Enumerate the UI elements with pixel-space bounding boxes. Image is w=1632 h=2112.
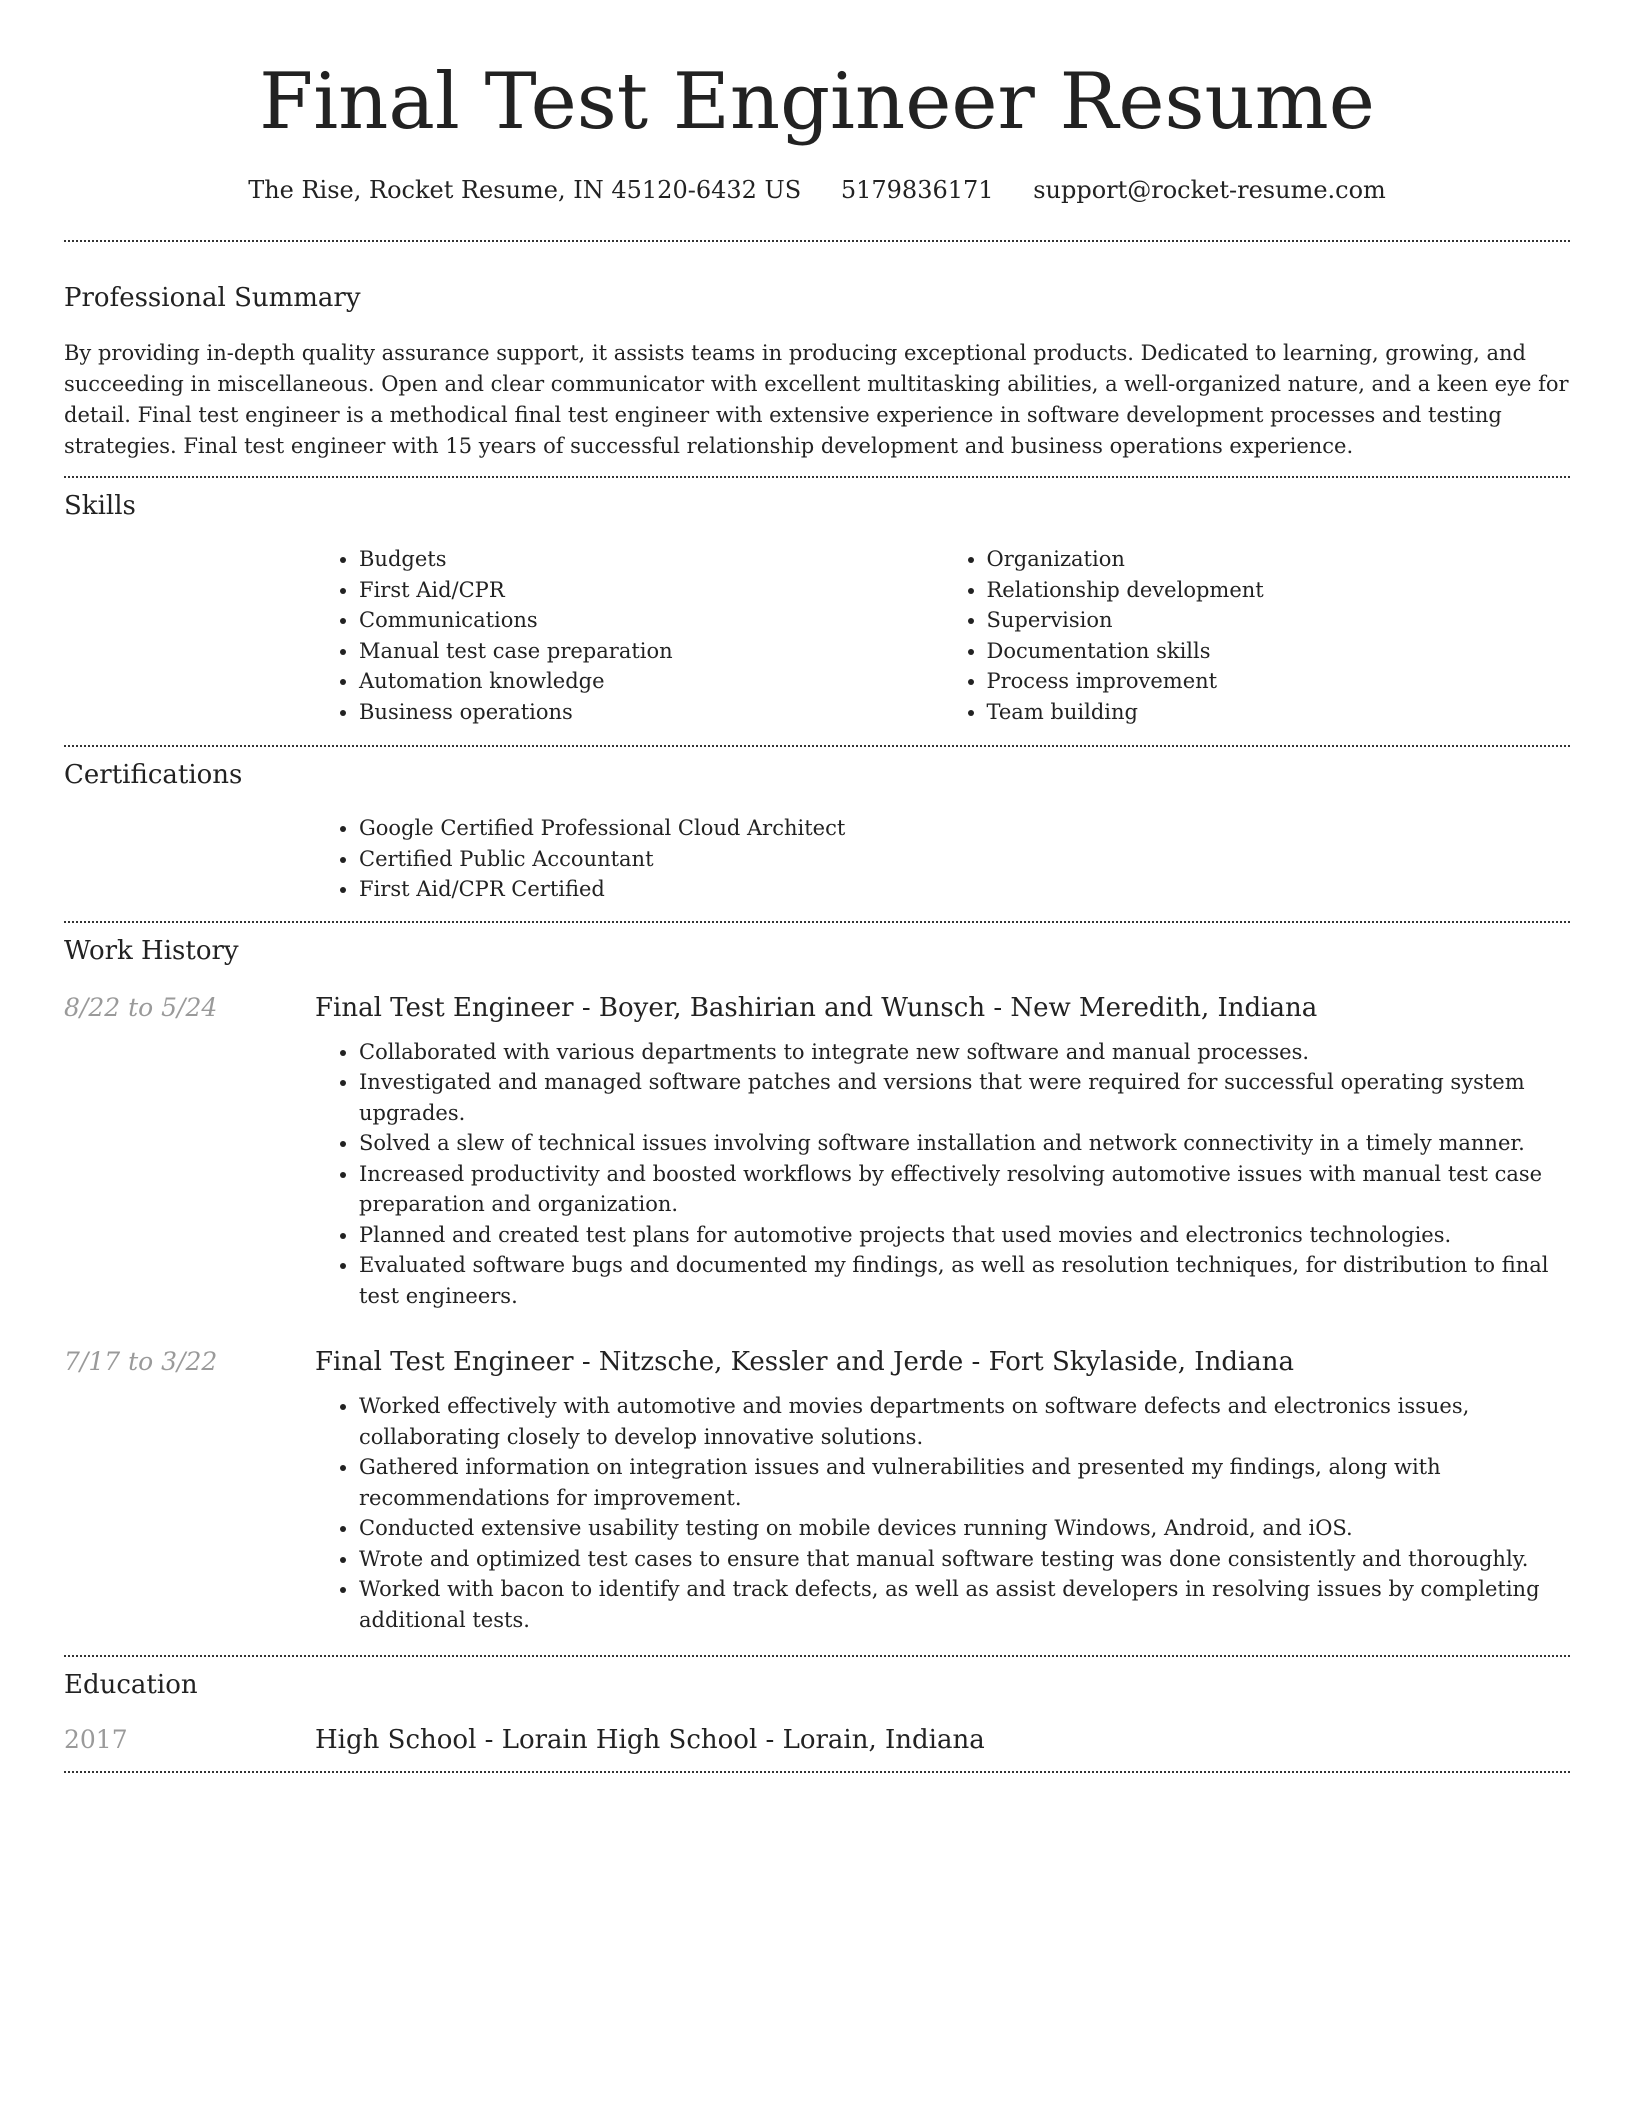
list-item: • Solved a slew of technical issues involving software installation and network connectivity in a timely manner.: [359, 1128, 1570, 1159]
contact-line: [64, 174, 1570, 206]
job-entry: [64, 993, 1570, 1312]
list-item: • Google Certified Professional Cloud Architect: [359, 813, 1570, 844]
job-entry: [64, 1347, 1570, 1635]
job-header: [64, 1347, 1570, 1377]
divider: [64, 1655, 1570, 1657]
section-title-education: Education: [64, 1670, 198, 1700]
list-item: • Relationship development: [987, 575, 1571, 606]
list-item: • Documentation skills: [987, 636, 1571, 667]
job-heading: Final Test Engineer - Nitzsche, Kessler and Jerde - Fort Skylaside, Indiana: [315, 1347, 1295, 1377]
list-item: • Process improvement: [987, 666, 1571, 697]
summary-section: [64, 282, 1570, 462]
list-item: • Budgets: [359, 544, 943, 575]
education-entry: [64, 1725, 1570, 1755]
list-item: • Evaluated software bugs and documented my findings, as well as resolution techniques, for distribution to final test engineers.: [359, 1250, 1570, 1311]
skills-list-right: [943, 544, 1571, 727]
list-item: • Collaborated with various departments to integrate new software and manual processes.: [359, 1037, 1570, 1068]
list-item: • Business operations: [359, 697, 943, 728]
section-title-summary: Professional Summary: [64, 283, 361, 313]
skills-section: [64, 490, 1570, 727]
divider: [64, 240, 1570, 242]
education-year: 2017: [64, 1725, 128, 1754]
divider: [64, 476, 1570, 478]
list-item: • First Aid/CPR Certified: [359, 874, 1570, 905]
section-title-work-history: Work History: [64, 935, 239, 966]
list-item: • Conducted extensive usability testing on mobile devices running Windows, Android, and iOS.: [359, 1513, 1570, 1544]
resume-title: Final Test Engineer Resume: [259, 57, 1375, 147]
certifications-section: [64, 759, 1570, 905]
section-title-certifications: Certifications: [64, 760, 243, 790]
contact-address: The Rise, Rocket Resume, IN 45120-6432 US: [248, 176, 802, 204]
section-title-skills: Skills: [64, 491, 136, 521]
job-dates: 7/17 to 3/22: [64, 1347, 218, 1376]
list-item: • Gathered information on integration issues and vulnerabilities and presented my findings, along with recommendations for improvement.: [359, 1452, 1570, 1513]
job-heading: Final Test Engineer - Boyer, Bashirian and Wunsch - New Meredith, Indiana: [315, 992, 1318, 1023]
job-duties: [315, 1391, 1570, 1635]
list-item: • Manual test case preparation: [359, 636, 943, 667]
list-item: • Increased productivity and boosted workflows by effectively resolving automotive issues with manual test case preparation and organization.: [359, 1159, 1570, 1220]
certifications-list: [315, 813, 1570, 905]
divider: [64, 921, 1570, 923]
list-item: • Wrote and optimized test cases to ensure that manual software testing was done consistently and thoroughly.: [359, 1544, 1570, 1575]
list-item: • Organization: [987, 544, 1571, 575]
skills-list-left: [315, 544, 943, 727]
list-item: • Team building: [987, 697, 1571, 728]
list-item: • Worked with bacon to identify and track defects, as well as assist developers in resolving issues by completing additional tests.: [359, 1574, 1570, 1635]
job-dates: 8/22 to 5/24: [64, 992, 218, 1022]
divider: [64, 1771, 1570, 1773]
job-duties-wrap: [315, 1391, 1570, 1635]
education-heading: High School - Lorain High School - Lorain, Indiana: [315, 1725, 985, 1755]
list-item: • First Aid/CPR: [359, 575, 943, 606]
list-item: • Investigated and managed software patches and versions that were required for successful operating system upgrades.: [359, 1067, 1570, 1128]
list-item: • Certified Public Accountant: [359, 844, 1570, 875]
job-duties-wrap: [315, 1037, 1570, 1312]
resume-page: [64, 0, 1570, 1773]
skills-columns: [315, 544, 1570, 727]
list-item: • Automation knowledge: [359, 666, 943, 697]
certifications-list-wrap: [315, 813, 1570, 905]
list-item: • Communications: [359, 605, 943, 636]
list-item: • Planned and created test plans for automotive projects that used movies and electronics technologies.: [359, 1220, 1570, 1251]
divider: [64, 745, 1570, 747]
list-item: • Worked effectively with automotive and movies departments on software defects and electronics issues, collaborating closely to develop innovative solutions.: [359, 1391, 1570, 1452]
work-history-section: [64, 935, 1570, 1636]
job-duties: [315, 1037, 1570, 1312]
summary-text: By providing in-depth quality assurance support, it assists teams in producing exceptional products. Dedicated to learning, growing, and succeeding in miscellaneous. Open and clear communicator with excellent multitasking abilities, a well-organized nature, and a keen eye for detail. Final test engineer is a methodical final test engineer with extensive experience in software development processes and testing strategies. Final test engineer with 15 years of successful relationship development and business operations experience.: [64, 341, 1569, 458]
job-header: [64, 993, 1570, 1023]
education-section: [64, 1669, 1570, 1755]
list-item: • Supervision: [987, 605, 1571, 636]
contact-email: support@rocket-resume.com: [1033, 176, 1386, 204]
contact-phone: 5179836171: [840, 176, 994, 204]
